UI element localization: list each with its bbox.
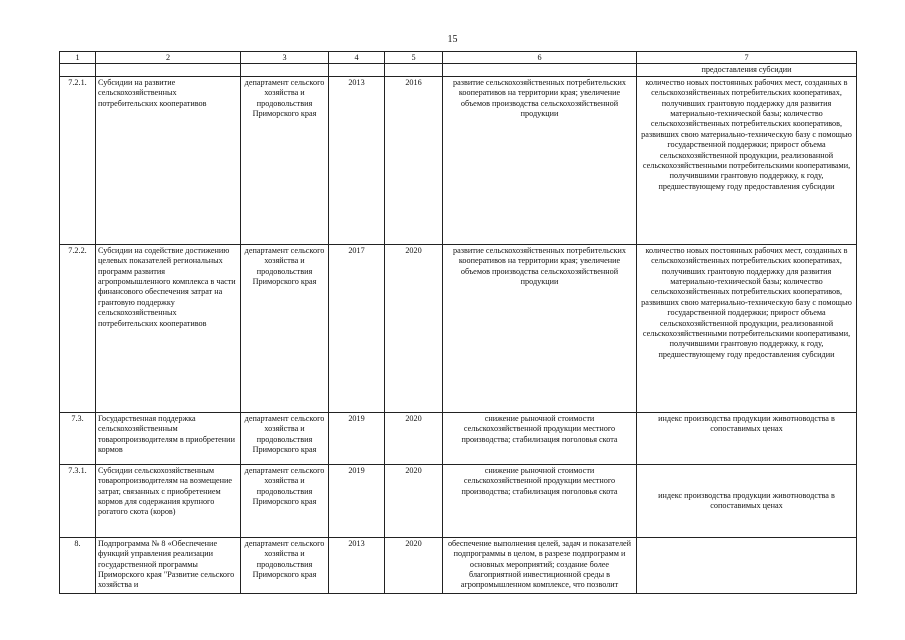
row-indicator [637, 537, 857, 593]
row-executor: департамент сельского хозяйства и продовольствия Приморского края [241, 412, 329, 464]
row-end-year: 2020 [385, 412, 443, 464]
row-start-year: 2013 [329, 76, 385, 244]
row-start-year: 2019 [329, 412, 385, 464]
table-row [60, 244, 857, 412]
continuation-row [60, 64, 857, 76]
table-row [60, 76, 857, 244]
row-result: обеспечение выполнения целей, задач и показателей подпрограммы в целом, в разрезе подпрограмм и основных мероприятий; создание более благоприятной инвестиционной среды в агропромышленном комплексе, что позволит [443, 537, 637, 593]
row-name: Субсидии на развитие сельскохозяйственных потребительских кооперативов [96, 76, 241, 244]
row-name: Государственная поддержка сельскохозяйственным товаропроизводителям в приобретении кормов [96, 412, 241, 464]
row-end-year: 2020 [385, 464, 443, 537]
row-start-year: 2013 [329, 537, 385, 593]
row-result: снижение рыночной стоимости сельскохозяйственной продукции местного производства; стабилизация поголовья скота [443, 412, 637, 464]
row-indicator: индекс производства продукции животноводства в сопоставимых ценах [637, 464, 857, 537]
row-end-year: 2020 [385, 537, 443, 593]
row-result: развитие сельскохозяйственных потребительских кооперативов на территории края; увеличение объемов производства сельскохозяйственной продукции [443, 76, 637, 244]
header-cell: 5 [385, 52, 443, 64]
row-name: Субсидии на содействие достижению целевых показателей региональных программ развития агропромышленного комплекса в части финансового обеспечения затрат на грантовую поддержку сельскохозяйственных потребительских кооперативов [96, 244, 241, 412]
row-executor: департамент сельского хозяйства и продовольствия Приморского края [241, 537, 329, 593]
header-row [60, 52, 857, 64]
table-row [60, 537, 857, 593]
row-number: 7.2.1. [60, 76, 96, 244]
row-start-year: 2019 [329, 464, 385, 537]
row-number: 7.3.1. [60, 464, 96, 537]
header-cell: 4 [329, 52, 385, 64]
header-cell: 6 [443, 52, 637, 64]
row-end-year: 2016 [385, 76, 443, 244]
header-cell: 3 [241, 52, 329, 64]
row-result: снижение рыночной стоимости сельскохозяйственной продукции местного производства; стабилизация поголовья скота [443, 464, 637, 537]
row-indicator: индекс производства продукции животноводства в сопоставимых ценах [637, 412, 857, 464]
table-row [60, 464, 857, 537]
row-result: развитие сельскохозяйственных потребительских кооперативов на территории края; увеличение объемов производства сельскохозяйственной продукции [443, 244, 637, 412]
header-cell: 2 [96, 52, 241, 64]
header-cell: 1 [60, 52, 96, 64]
row-end-year: 2020 [385, 244, 443, 412]
row-executor: департамент сельского хозяйства и продовольствия Приморского края [241, 244, 329, 412]
row-indicator: количество новых постоянных рабочих мест, созданных в сельскохозяйственных потребительских кооперативах, получивших грантовую поддержку для развития материально-технической базы; количество сельскохозяйственных потребительских кооперативов, развивших свою материально-техническую базу с помощью государственной поддержки; прирост объема сельскохозяйственной продукции, реализованной сельскохозяйственными потребительскими кооперативами, получившими грантовую поддержку, к году, предшествующему году предоставления субсидии [637, 76, 857, 244]
continuation-text: предоставления субсидии [637, 64, 857, 76]
header-cell: 7 [637, 52, 857, 64]
row-name: Подпрограмма № 8 «Обеспечение функций управления реализации государственной программы Приморского края "Развитие сельского хозяйства и [96, 537, 241, 593]
row-number: 8. [60, 537, 96, 593]
row-executor: департамент сельского хозяйства и продовольствия Приморского края [241, 76, 329, 244]
table-row [60, 412, 857, 464]
program-table [59, 51, 857, 594]
row-indicator: количество новых постоянных рабочих мест, созданных в сельскохозяйственных потребительских кооперативах, получивших грантовую поддержку для развития материально-технической базы; количество сельскохозяйственных потребительских кооперативов, развивших свою материально-техническую базу с помощью государственной поддержки; прирост объема сельскохозяйственной продукции, реализованной сельскохозяйственными потребительскими кооперативами, получившими грантовую поддержку, к году, предшествующему году предоставления субсидии [637, 244, 857, 412]
row-name: Субсидии сельскохозяйственным товаропроизводителям на возмещение затрат, связанных с приобретением кормов для содержания крупного рогатого скота (коров) [96, 464, 241, 537]
row-start-year: 2017 [329, 244, 385, 412]
row-number: 7.2.2. [60, 244, 96, 412]
row-executor: департамент сельского хозяйства и продовольствия Приморского края [241, 464, 329, 537]
page-number: 15 [447, 34, 458, 45]
row-number: 7.3. [60, 412, 96, 464]
